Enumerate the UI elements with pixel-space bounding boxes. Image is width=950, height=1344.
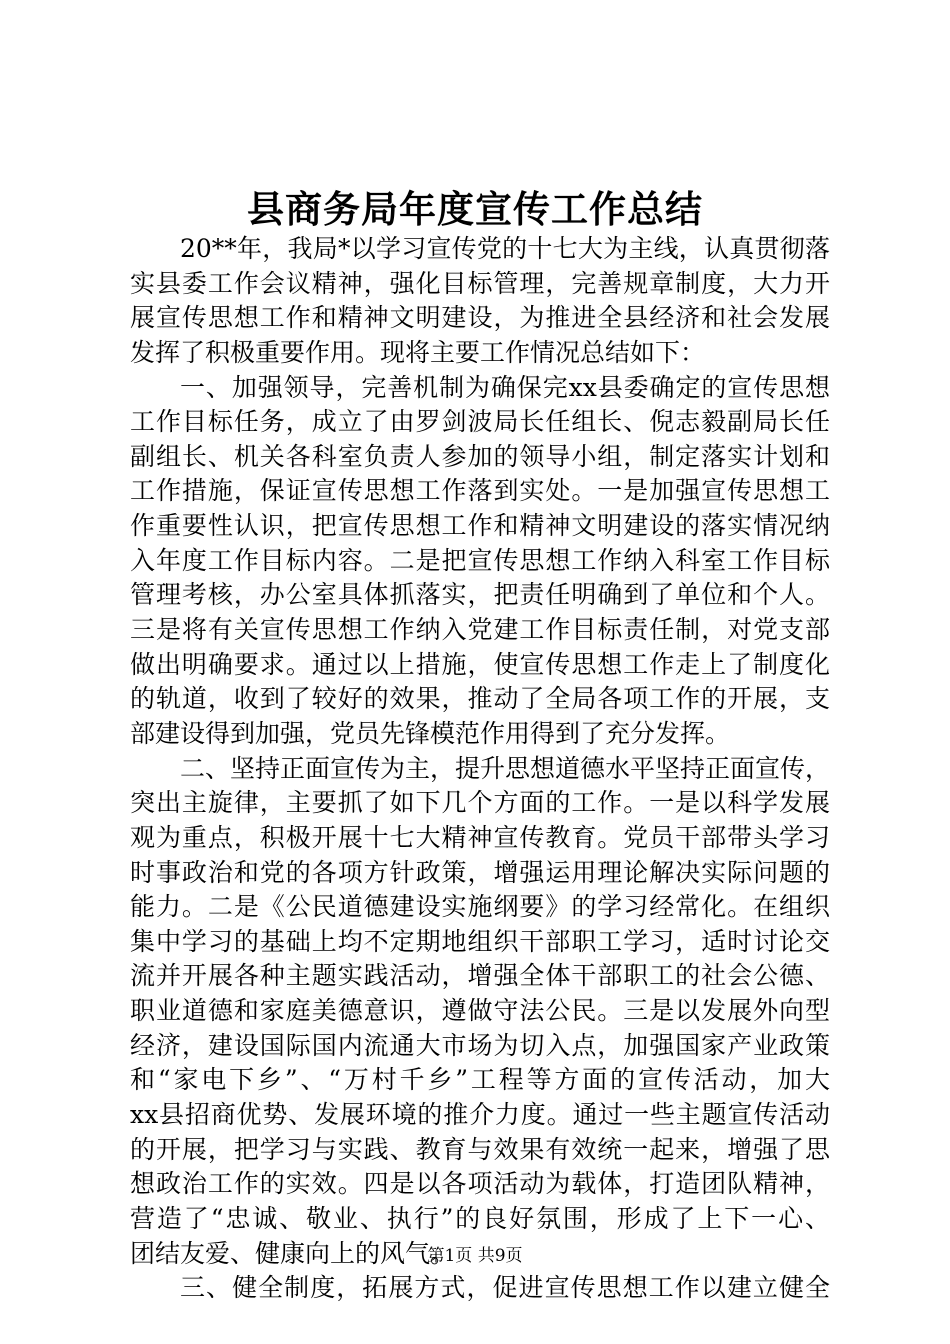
text-line: 二、坚持正面宣传为主，提升思想道德水平坚持正面宣传， xyxy=(180,753,831,783)
text-line: 工作目标任务，成立了由罗剑波局长任组长、倪志毅副局长任 xyxy=(130,407,830,437)
paragraph xyxy=(130,1271,830,1306)
text-line: 的开展，把学习与实践、教育与效果有效统一起来，增强了思 xyxy=(130,1134,830,1164)
text-line: 工作措施，保证宣传思想工作落到实处。一是加强宣传思想工 xyxy=(130,476,830,506)
text-line: 部建设得到加强，党员先锋模范作用得到了充分发挥。 xyxy=(130,718,731,748)
text-line: 作重要性认识，把宣传思想工作和精神文明建设的落实情况纳 xyxy=(130,511,830,541)
text-line: 入年度工作目标内容。二是把宣传思想工作纳入科室工作目标 xyxy=(130,545,830,575)
text-line: 营造了“忠诚、敬业、执行”的良好氛围，形成了上下一心、 xyxy=(130,1203,830,1233)
text-line: 的轨道，收到了较好的效果，推动了全局各项工作的开展，支 xyxy=(130,684,830,714)
text-line: 团结友爱、健康向上的风气。 xyxy=(130,1238,456,1268)
page-number-footer: 第1页 共9页 xyxy=(427,1246,523,1266)
document-title: 县商务局年度宣传工作总结 xyxy=(247,187,703,231)
paragraph xyxy=(130,752,830,1272)
text-line: 三、健全制度，拓展方式，促进宣传思想工作以建立健全 xyxy=(180,1273,830,1303)
text-line: 观为重点，积极开展十七大精神宣传教育。党员干部带头学习 xyxy=(130,822,830,852)
text-line: 展宣传思想工作和精神文明建设，为推进全县经济和社会发展 xyxy=(130,303,830,333)
text-line: 突出主旋律，主要抓了如下几个方面的工作。一是以科学发展 xyxy=(130,788,830,818)
paragraph xyxy=(130,371,830,752)
text-line: 20**年，我局*以学习宣传党的十七大为主线，认真贯彻落 xyxy=(180,234,830,263)
text-line: 做出明确要求。通过以上措施，使宣传思想工作走上了制度化 xyxy=(130,649,830,679)
text-line: 副组长、机关各科室负责人参加的领导小组，制定落实计划和 xyxy=(130,441,830,471)
document-body xyxy=(130,232,830,1306)
text-line: 时事政治和党的各项方针政策，增强运用理论解决实际问题的 xyxy=(130,857,830,887)
text-line: 经济，建设国际国内流通大市场为切入点，加强国家产业政策 xyxy=(130,1030,830,1060)
text-line: 和“家电下乡”、“万村千乡”工程等方面的宣传活动，加大 xyxy=(130,1065,830,1095)
text-line: 管理考核，办公室具体抓落实，把责任明确到了单位和个人。 xyxy=(130,580,830,610)
text-line: 能力。二是《公民道德建设实施纲要》的学习经常化。在组织 xyxy=(130,892,830,922)
text-line: 职业道德和家庭美德意识，遵做守法公民。三是以发展外向型 xyxy=(130,996,830,1026)
text-line: 集中学习的基础上均不定期地组织干部职工学习，适时讨论交 xyxy=(130,926,830,956)
text-line: 实县委工作会议精神，强化目标管理，完善规章制度，大力开 xyxy=(130,268,830,298)
text-line: 一、加强领导，完善机制为确保完xx县委确定的宣传思想 xyxy=(180,372,830,402)
text-line: xx县招商优势、发展环境的推介力度。通过一些主题宣传活动 xyxy=(130,1100,830,1130)
text-line: 想政治工作的实效。四是以各项活动为载体，打造团队精神， xyxy=(130,1169,830,1199)
text-line: 三是将有关宣传思想工作纳入党建工作目标责任制，对党支部 xyxy=(130,615,830,645)
text-line: 发挥了积极重要作用。现将主要工作情况总结如下： xyxy=(130,337,706,367)
paragraph xyxy=(130,232,830,371)
text-line: 流并开展各种主题实践活动，增强全体干部职工的社会公德、 xyxy=(130,961,830,991)
